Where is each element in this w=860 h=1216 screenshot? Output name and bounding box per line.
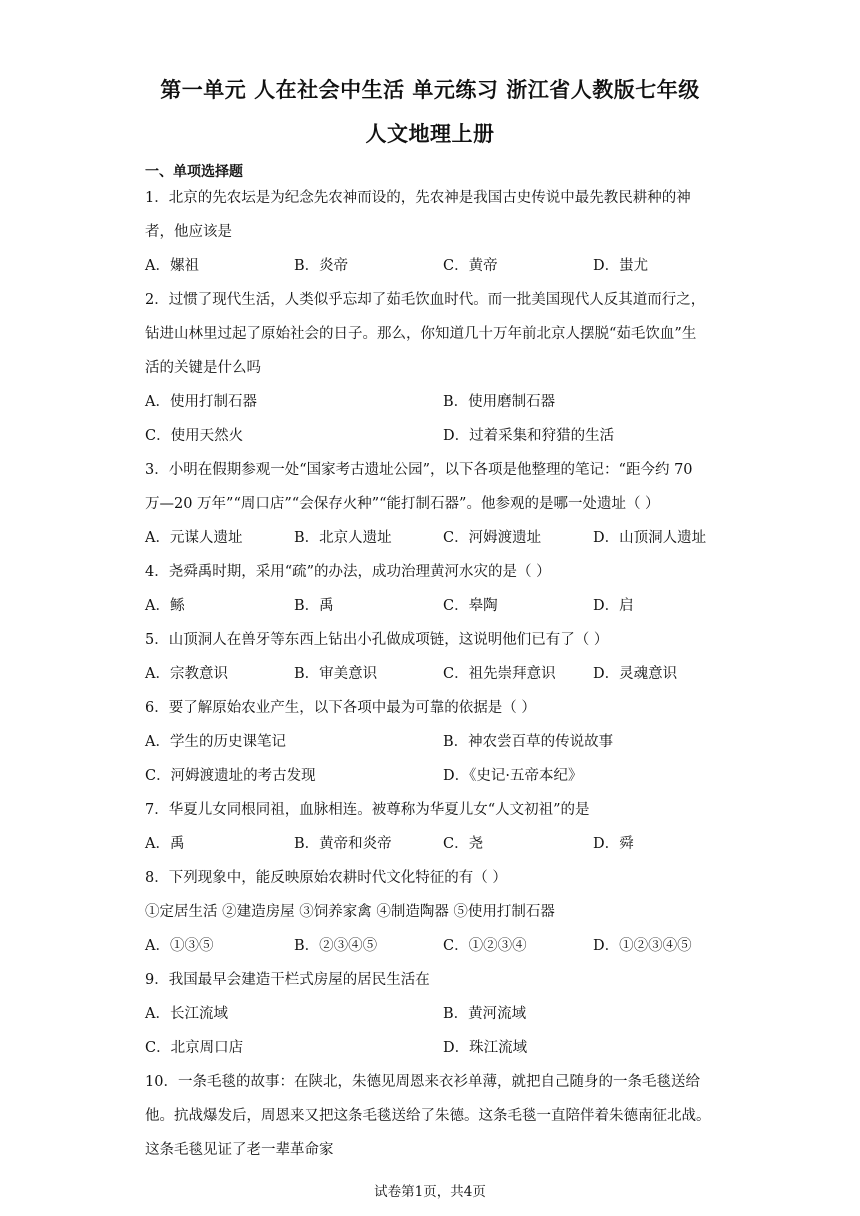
option-d: D．舜 (593, 836, 634, 852)
option-c: C．黄帝 (443, 258, 498, 274)
document-title-line-2: 人文地理上册 (365, 122, 495, 146)
question-text-line: 7．华夏儿女同根同祖，血脉相连。被尊称为华夏儿女“人文初祖”的是 (145, 802, 590, 818)
option-a: A．使用打制石器 (145, 394, 257, 410)
option-c: C．北京周口店 (145, 1040, 244, 1056)
option-b: B．炎帝 (294, 258, 349, 274)
option-b: B．黄帝和炎帝 (294, 836, 392, 852)
question-text-line: 者，他应该是 (145, 224, 232, 240)
page-footer: 试卷第1页，共4页 (374, 1184, 486, 1200)
option-a: A．禹 (145, 836, 185, 852)
option-c: C．皋陶 (443, 598, 498, 614)
option-c: C．祖先崇拜意识 (443, 666, 556, 682)
option-c: C．河姆渡遗址的考古发现 (145, 768, 316, 784)
option-d: D．山顶洞人遗址 (593, 530, 707, 546)
option-d: D．《史记·五帝本纪》 (443, 768, 583, 784)
option-a: A．元谋人遗址 (145, 530, 243, 546)
question-text-line: 8．下列现象中，能反映原始农耕时代文化特征的有（ ） (145, 870, 507, 886)
question-text-line: 4．尧舜禹时期，采用“疏”的办法，成功治理黄河水灾的是（ ） (145, 564, 551, 580)
option-a: A．长江流域 (145, 1006, 228, 1022)
option-a: A．鲧 (145, 598, 185, 614)
question-text-line: 9．我国最早会建造干栏式房屋的居民生活在 (145, 972, 430, 988)
option-b: B．北京人遗址 (294, 530, 392, 546)
option-a: A．宗教意识 (145, 666, 228, 682)
option-d: D．珠江流域 (443, 1040, 528, 1056)
question-text-line: 万—20 万年”“周口店”“会保存火种”“能打制石器”。他参观的是哪一处遗址（ ） (145, 496, 660, 512)
option-c: C．使用天然火 (145, 428, 244, 444)
document-title-line-1: 第一单元 人在社会中生活 单元练习 浙江省人教版七年级 (160, 78, 700, 102)
question-text-line: 10．一条毛毯的故事：在陕北，朱德见周恩来衣衫单薄，就把自己随身的一条毛毯送给 (145, 1074, 700, 1090)
option-b: B．神农尝百草的传说故事 (443, 734, 614, 750)
option-c: C．尧 (443, 836, 484, 852)
option-b: B．审美意识 (294, 666, 378, 682)
question-text-line: 2．过惯了现代生活，人类似乎忘却了茹毛饮血时代。而一批美国现代人反其道而行之， (145, 292, 706, 308)
option-b: B．禹 (294, 598, 334, 614)
question-text-line: 他。抗战爆发后，周恩来又把这条毛毯送给了朱德。这条毛毯一直陪伴着朱德南征北战。 (145, 1108, 711, 1124)
question-text-line: 钻进山林里过起了原始社会的日子。那么，你知道几十万年前北京人摆脱“茹毛饮血”生 (145, 326, 697, 342)
option-b: B．黄河流域 (443, 1006, 527, 1022)
option-c: C．①②③④ (443, 938, 527, 954)
question-text-line: 1．北京的先农坛是为纪念先农神而设的，先农神是我国古史传说中最先教民耕种的神 (145, 190, 691, 206)
option-b: B．②③④⑤ (294, 938, 378, 954)
option-c: C．河姆渡遗址 (443, 530, 542, 546)
option-b: B．使用磨制石器 (443, 394, 556, 410)
section-heading: 一、单项选择题 (145, 164, 243, 180)
option-a: A．嫘祖 (145, 258, 199, 274)
question-text-line: 这条毛毯见证了老一辈革命家 (145, 1142, 334, 1158)
option-d: D．①②③④⑤ (593, 938, 692, 954)
option-d: D．灵魂意识 (593, 666, 678, 682)
question-text-line: 5．山顶洞人在兽牙等东西上钻出小孔做成项链，这说明他们已有了（ ） (145, 632, 609, 648)
question-text-line: 活的关键是什么吗 (145, 360, 261, 376)
option-a: A．①③⑤ (145, 938, 214, 954)
question-statements-line: ①定居生活 ②建造房屋 ③饲养家禽 ④制造陶器 ⑤使用打制石器 (145, 904, 555, 920)
option-d: D．蚩尤 (593, 258, 649, 274)
option-d: D．过着采集和狩猎的生活 (443, 428, 615, 444)
question-text-line: 3．小明在假期参观一处“国家考古遗址公园”，以下各项是他整理的笔记：“距今约 70 (145, 462, 693, 478)
option-a: A．学生的历史课笔记 (145, 734, 286, 750)
option-d: D．启 (593, 598, 634, 614)
question-text-line: 6．要了解原始农业产生，以下各项中最为可靠的依据是（ ） (145, 700, 536, 716)
